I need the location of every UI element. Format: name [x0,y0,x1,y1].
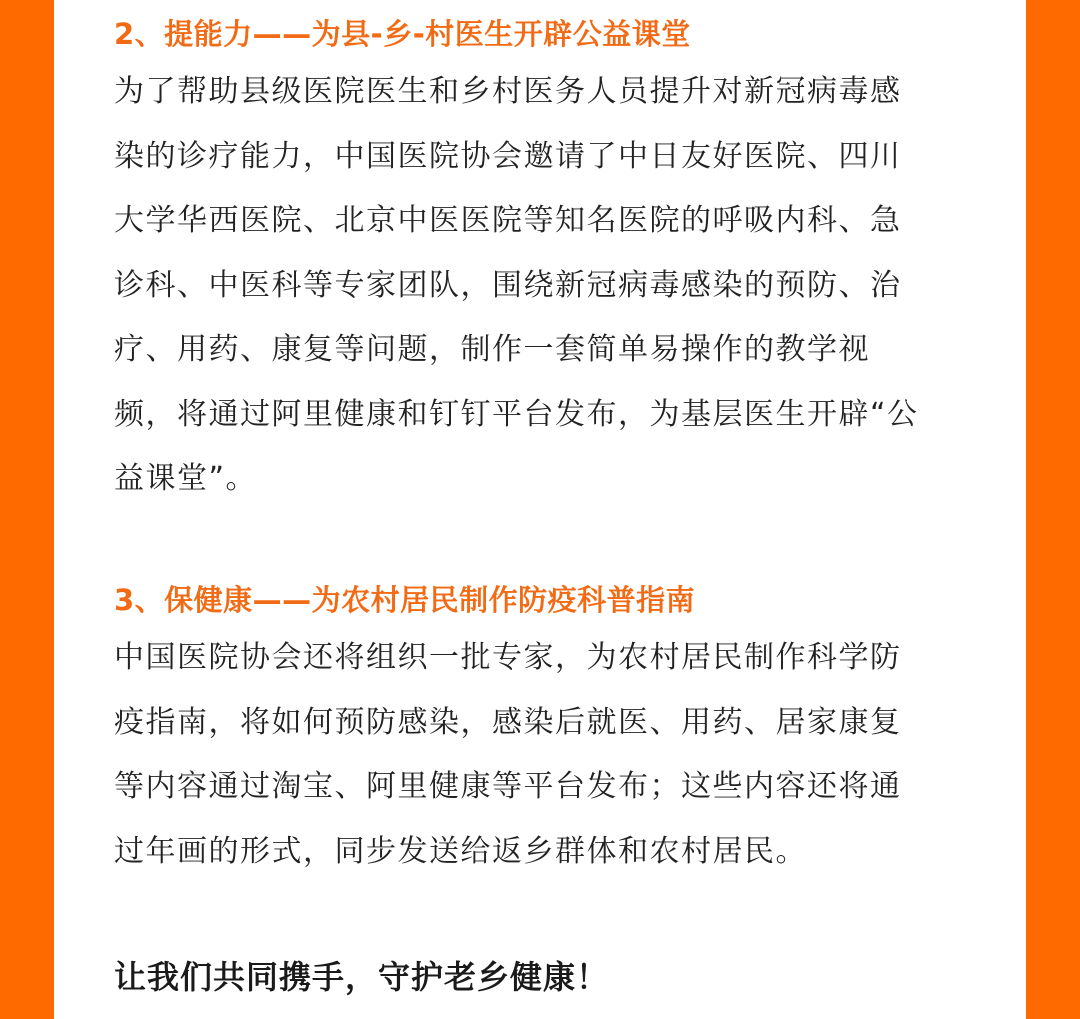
paragraph-line: 中国医院协会还将组织一批专家，为农村居民制作科学防 [114,640,902,675]
paragraph-line: 频，将通过阿里健康和钉钉平台发布，为基层医生开辟“公 [114,396,919,432]
section-2-paragraph [114,60,974,512]
paragraph-line: 疫指南，将如何预防感染，感染后就医、用药、居家康复 [114,704,902,740]
section-2-heading: 2、提能力——为县-乡-村医生开辟公益课堂 [114,17,691,51]
closing-slogan: 让我们共同携手，守护老乡健康！ [114,958,610,996]
section-3-paragraph [114,626,974,884]
paragraph-line: 大学华西医院、北京中医医院等知名医院的呼吸内科、急 [114,203,902,238]
section-3-heading: 3、保健康——为农村居民制作防疫科普指南 [114,583,696,617]
paragraph-line: 染的诊疗能力，中国医院协会邀请了中日友好医院、四川 [114,138,902,174]
article-card [54,0,1026,1019]
paragraph-line: 为了帮助县级医院医生和乡村医务人员提升对新冠病毒感 [114,74,902,109]
paragraph-line: 诊科、中医科等专家团队，围绕新冠病毒感染的预防、治 [114,267,902,303]
paragraph-line: 疗、用药、康复等问题，制作一套简单易操作的教学视 [114,332,870,367]
paragraph-line: 益课堂”。 [114,461,258,496]
paragraph-line: 过年画的形式，同步发送给返乡群体和农村居民。 [114,833,807,869]
paragraph-line: 等内容通过淘宝、阿里健康等平台发布；这些内容还将通 [114,769,902,804]
section-2 [114,14,974,512]
section-3 [114,580,974,884]
